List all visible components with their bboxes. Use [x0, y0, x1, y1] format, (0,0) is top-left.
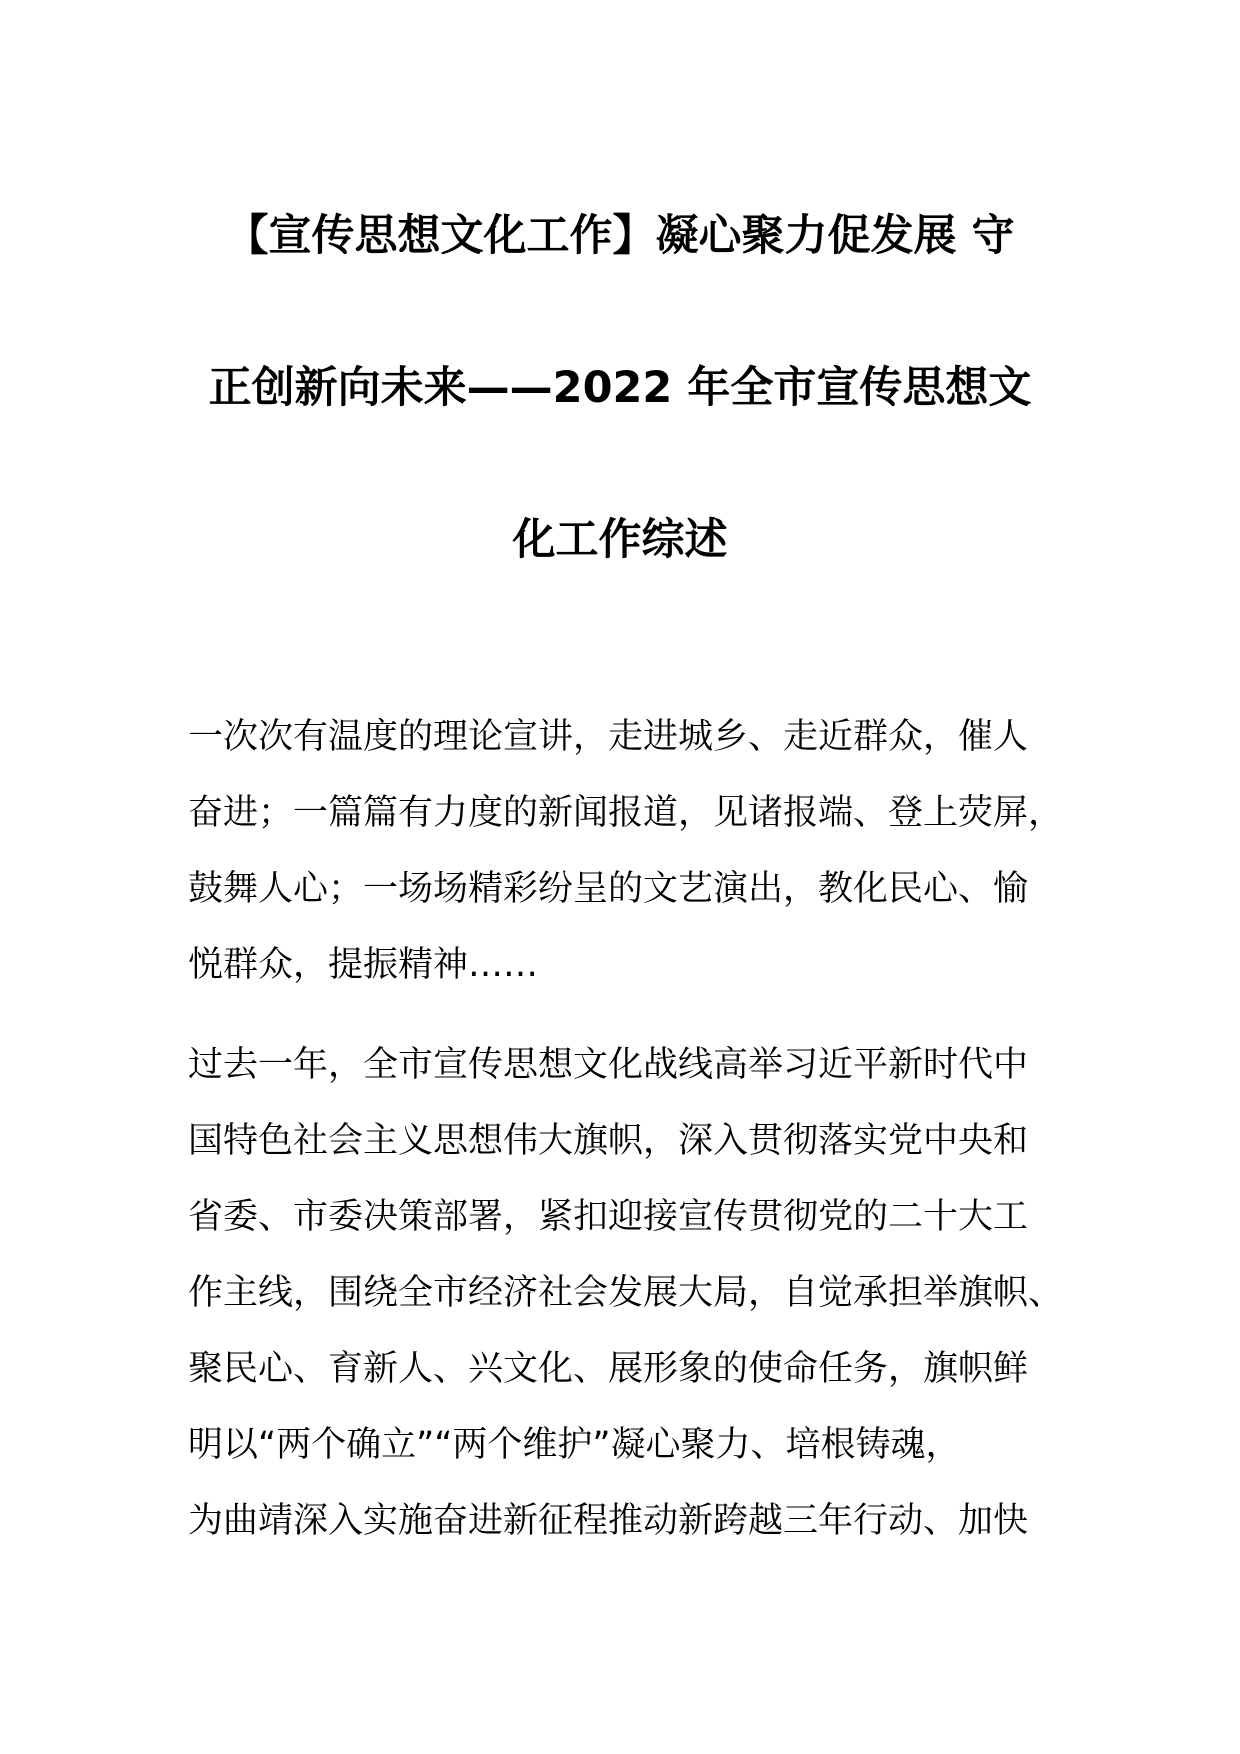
paragraph-line: 奋进；一篇篇有力度的新闻报道，见诸报端、登上荧屏， [188, 793, 1064, 833]
paragraph-2 [188, 1027, 1088, 1559]
paragraph-line: 悦群众，提振精神…… [188, 945, 539, 985]
title-line-3: 化工作综述 [512, 515, 728, 565]
paragraph-1 [188, 699, 1088, 1003]
paragraph-line: 省委、市委决策部署，紧扣迎接宣传贯彻党的二十大工 [188, 1197, 1029, 1237]
paragraph-line: 作主线，围绕全市经济社会发展大局，自觉承担举旗帜、 [188, 1273, 1064, 1313]
paragraph-line: 鼓舞人心；一场场精彩纷呈的文艺演出，教化民心、愉 [188, 869, 1029, 909]
document-title [170, 196, 1070, 652]
title-line-1: 【宣传思想文化工作】凝心聚力促发展 守 [225, 211, 1015, 261]
paragraph-line: 为曲靖深入实施奋进新征程推动新跨越三年行动、加快 [188, 1501, 1029, 1541]
paragraph-line: 过去一年，全市宣传思想文化战线高举习近平新时代中 [188, 1045, 1029, 1085]
document-body [188, 699, 1088, 1583]
paragraph-line: 聚民心、育新人、兴文化、展形象的使命任务，旗帜鲜 [188, 1349, 1029, 1389]
paragraph-line: 明以“两个确立”“两个维护”凝心聚力、培根铸魂， [188, 1425, 961, 1465]
paragraph-line: 一次次有温度的理论宣讲，走进城乡、走近群众，催人 [188, 717, 1029, 757]
title-line-2: 正创新向未来——2022 年全市宣传思想文 [208, 363, 1032, 413]
paragraph-line: 国特色社会主义思想伟大旗帜，深入贯彻落实党中央和 [188, 1121, 1029, 1161]
